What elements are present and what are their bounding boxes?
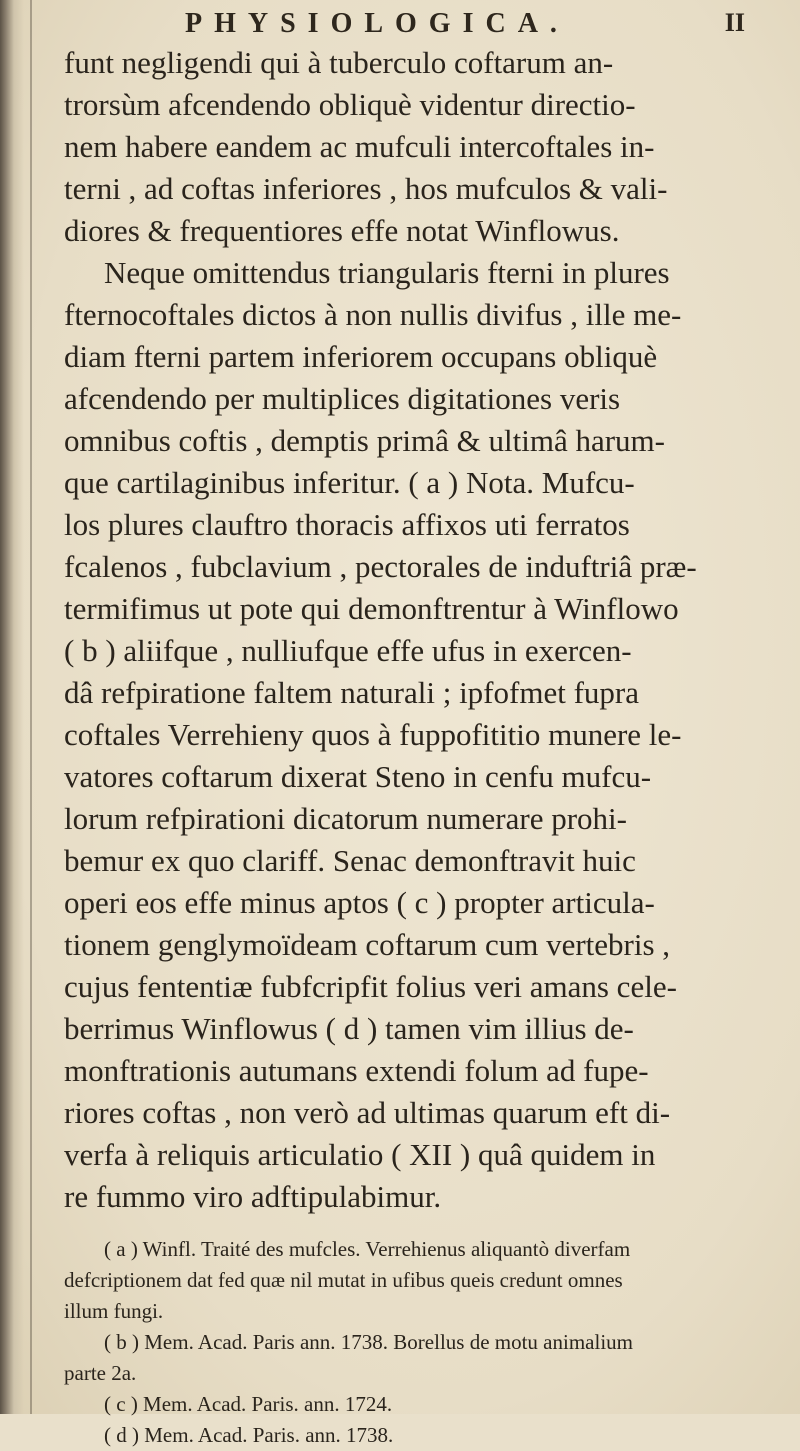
text-line: tionem genglymoïdeam coftarum cum vertebris , (64, 927, 671, 962)
text-line: afcendendo per multiplices digitationes veris (64, 381, 621, 416)
text-line: terni , ad coftas inferiores , hos mufculos & vali- (64, 171, 668, 206)
text-line: bemur ex quo clariff. Senac demonftravit huic (64, 843, 636, 878)
text-line: berrimus Winflowus ( d ) tamen vim illius de- (64, 1011, 634, 1046)
text-line: nem habere eandem ac mufculi intercoftales in- (64, 129, 655, 164)
text-line: riores coftas , non verò ad ultimas quarum eft di- (64, 1095, 671, 1130)
text-line: cujus fententiæ fubfcripfit folius veri amans cele- (64, 969, 677, 1004)
page-number: II (724, 8, 745, 37)
footnote-line: defcriptionem dat fed quæ nil mutat in ufibus queis credunt omnes (64, 1268, 623, 1292)
text-line: operi eos effe minus aptos ( c ) propter articula- (64, 885, 655, 920)
footnote-line: ( a ) Winfl. Traité des mufcles. Verrehienus aliquantò diverfam (104, 1237, 631, 1261)
text-line: dâ refpiratione faltem naturali ; ipfofmet fupra (64, 675, 639, 710)
text-line: termifimus ut pote qui demonftrentur à Winflowo (64, 591, 679, 626)
text-line: diam fterni partem inferiorem occupans obliquè (64, 339, 658, 374)
text-line: re fummo viro adftipulabimur. (64, 1179, 442, 1214)
running-head: PHYSIOLOGICA. (185, 8, 569, 39)
text-line: fcalenos , fubclavium , pectorales de induftriâ præ- (64, 549, 697, 584)
text-line: Neque omittendus triangularis fterni in plures (104, 255, 670, 290)
text-line: funt negligendi qui à tuberculo coftarum an- (64, 45, 614, 80)
text-line: monftrationis autumans extendi folum ad fupe- (64, 1053, 649, 1088)
text-line: verfa à reliquis articulatio ( XII ) quâ quidem in (64, 1137, 656, 1172)
footnote-line: illum fungi. (64, 1299, 164, 1323)
text-line: trorsùm afcendendo obliquè videntur directio- (64, 87, 636, 122)
text-line: fternocoftales dictos à non nullis divifus , ille me- (64, 297, 682, 332)
gutter-rule (30, 0, 32, 1414)
footnote-line: ( b ) Mem. Acad. Paris ann. 1738. Borellus de motu animalium (104, 1330, 633, 1354)
text-line: vatores coftarum dixerat Steno in cenfu mufcu- (64, 759, 652, 794)
text-line: lorum refpirationi dicatorum numerare prohi- (64, 801, 627, 836)
text-line: coftales Verrehieny quos à fuppofititio munere le- (64, 717, 682, 752)
text-line: los plures clauftro thoracis affixos uti ferratos (64, 507, 630, 542)
footnote-line: ( c ) Mem. Acad. Paris. ann. 1724. (104, 1392, 393, 1416)
text-line: omnibus coftis , demptis primâ & ultimâ harum- (64, 423, 665, 458)
text-line: ( b ) aliifque , nulliufque effe ufus in exercen- (64, 633, 632, 668)
footnote-line: ( d ) Mem. Acad. Paris. ann. 1738. (104, 1423, 394, 1447)
footnotes (64, 1234, 764, 1451)
footnote-line: parte 2a. (64, 1361, 137, 1385)
main-text (64, 42, 764, 1218)
page-gutter-shadow (0, 0, 24, 1414)
text-line: que cartilaginibus inferitur. ( a ) Nota. Mufcu- (64, 465, 635, 500)
text-line: diores & frequentiores effe notat Winflowus. (64, 213, 620, 248)
